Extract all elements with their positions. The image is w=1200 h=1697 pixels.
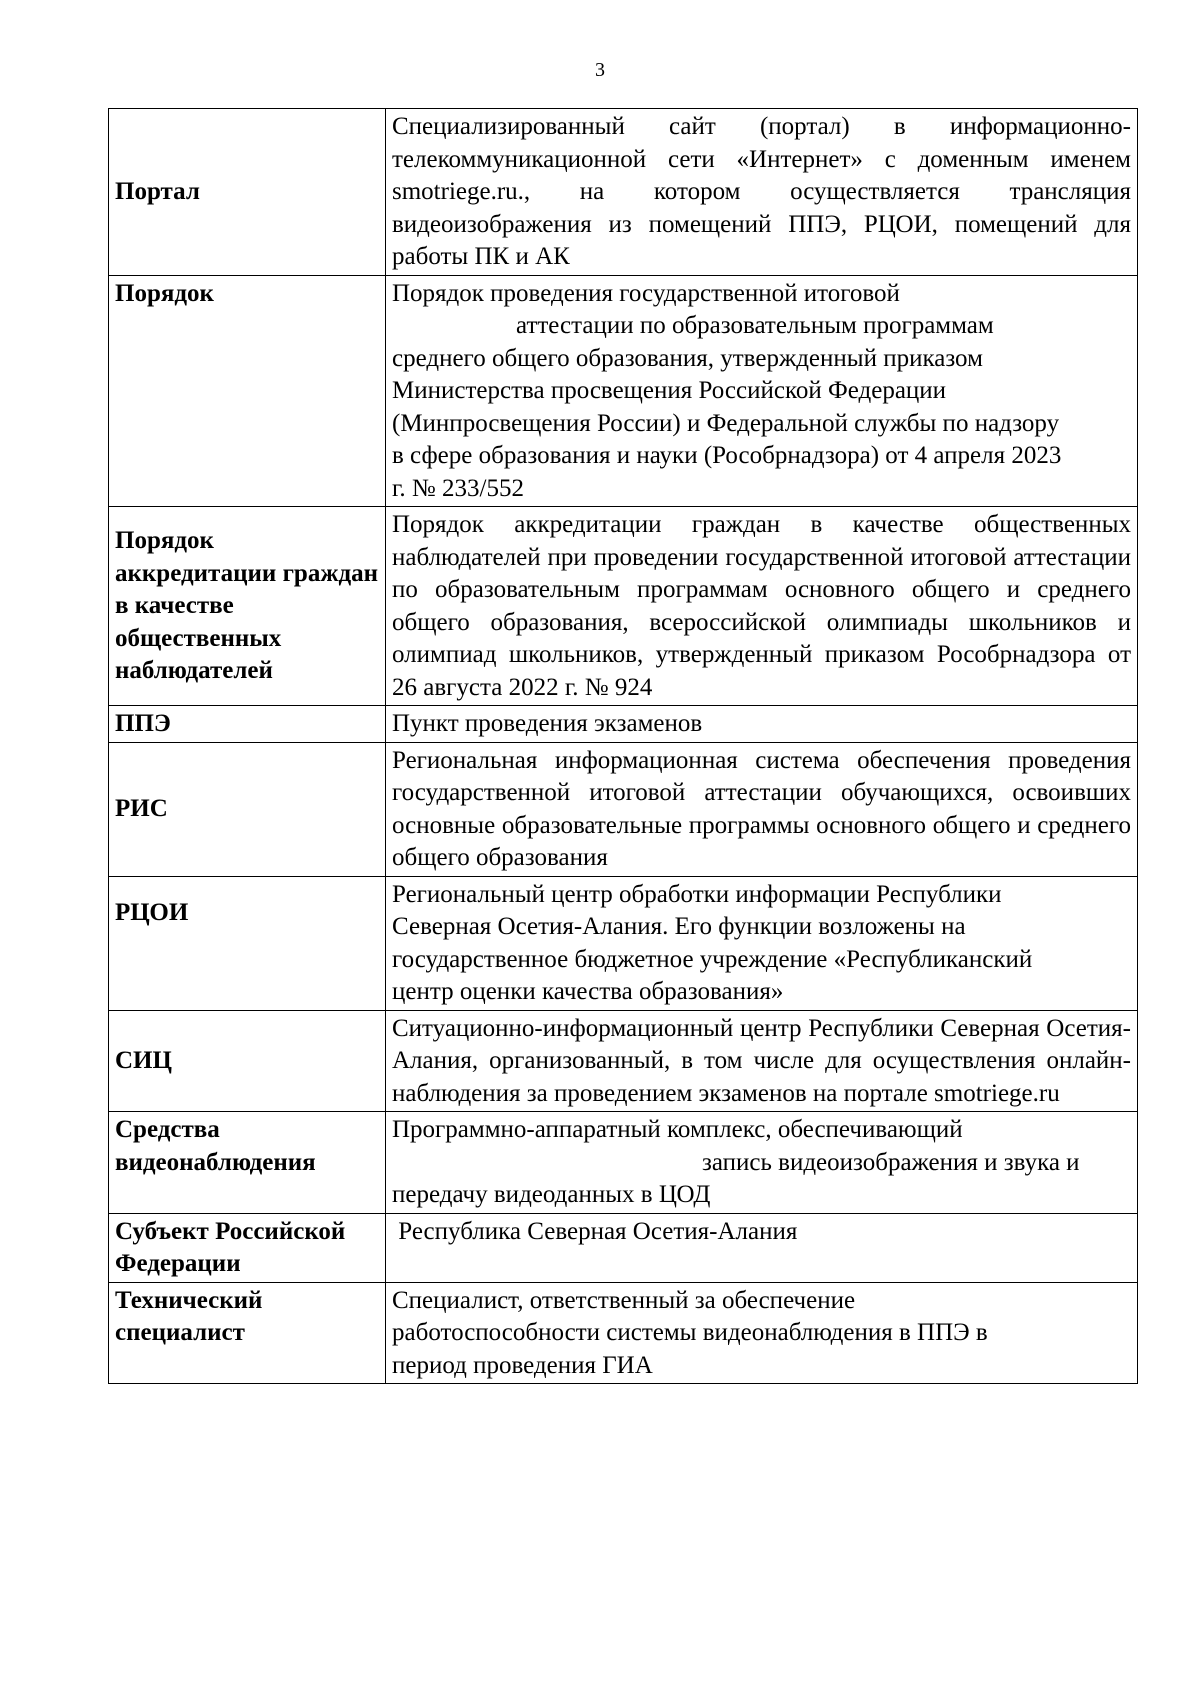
term-cell: ППЭ [109, 706, 386, 743]
definition-line: государственное бюджетное учреждение «Республиканский [392, 945, 1033, 973]
definition-line: Специалист, ответственный за обеспечение [392, 1286, 856, 1314]
term-cell: СИЦ [109, 1010, 386, 1112]
definition-line: Северная Осетия-Алания. Его функции возложены на [392, 913, 966, 940]
term-cell: Средства видеонаблюдения [109, 1112, 386, 1214]
definition-cell [386, 1112, 1138, 1214]
table-row [109, 742, 1138, 876]
definition-line: центр оценки качества образования» [392, 978, 784, 1005]
definition-line: (Минпросвещения России) и Федеральной службы по надзору [392, 409, 1060, 437]
table-row [109, 1010, 1138, 1112]
definition-cell: Региональная информационная система обеспечения проведения государственной итоговой аттестации обучающихся, освоивших основные образовательные программы основного общего и среднего общего образования [386, 742, 1138, 876]
term-cell: Порядок аккредитации граждан в качестве общественных наблюдателей [109, 507, 386, 706]
definition-line: Министерства просвещения Российской Федерации [392, 377, 947, 404]
table-row [109, 1213, 1138, 1282]
definition-line: Программно-аппаратный комплекс, обеспечивающий [392, 1116, 963, 1143]
term-cell: Порядок [109, 275, 386, 507]
definition-line: запись видеоизображения и звука и [702, 1148, 1080, 1176]
definition-cell [386, 1282, 1138, 1384]
definition-cell: Специализированный сайт (портал) в информационно-телекоммуникационной сети «Интернет» с доменным именем smotriege.ru., на котором осуществляется трансляция видеоизображения из помещений ППЭ, РЦОИ, помещений для работы ПК и АК [386, 109, 1138, 276]
definition-line: работоспособности системы видеонаблюдения в ППЭ в [392, 1319, 988, 1346]
definition-cell [386, 275, 1138, 507]
table-row [109, 275, 1138, 507]
term-cell: РИС [109, 742, 386, 876]
definition-cell [386, 876, 1138, 1010]
definition-cell: Порядок аккредитации граждан в качестве общественных наблюдателей при проведении государственной итоговой аттестации по образовательным программам основного общего и среднего общего образования, всероссийской олимпиады школьников и олимпиад школьников, утвержденный приказом Рособрнадзора от 26 августа 2022 г. № 924 [386, 507, 1138, 706]
definition-line: Порядок проведения государственной итоговой [392, 279, 900, 307]
term-cell: Технический специалист [109, 1282, 386, 1384]
definition-line: среднего общего образования, утвержденный приказом [392, 344, 983, 372]
table-row [109, 1282, 1138, 1384]
definition-line: период проведения ГИА [392, 1351, 653, 1379]
definition-cell: Пункт проведения экзаменов [386, 706, 1138, 743]
term-cell: РЦОИ [109, 876, 386, 1010]
definition-line: передачу видеоданных в ЦОД [392, 1181, 711, 1208]
definition-line: аттестации по образовательным программам [516, 312, 994, 339]
definition-line: Региональный центр обработки информации Республики [392, 880, 1002, 908]
table-row [109, 109, 1138, 276]
term-cell: Портал [109, 109, 386, 276]
term-cell: Субъект Российской Федерации [109, 1213, 386, 1282]
definition-line: в сфере образования и науки (Рособрнадзора) от 4 апреля 2023 [392, 442, 1062, 469]
table-row [109, 876, 1138, 1010]
table-row [109, 706, 1138, 743]
definition-cell: Республика Северная Осетия-Алания [386, 1213, 1138, 1282]
definition-cell: Ситуационно-информационный центр Республики Северная Осетия-Алания, организованный, в том числе для осуществления онлайн-наблюдения за проведением экзаменов на портале smotriege.ru [386, 1010, 1138, 1112]
table-row [109, 1112, 1138, 1214]
table-row [109, 507, 1138, 706]
terms-table [108, 108, 1138, 1384]
definition-line: г. № 233/552 [392, 474, 524, 502]
page-number: 3 [595, 59, 605, 81]
